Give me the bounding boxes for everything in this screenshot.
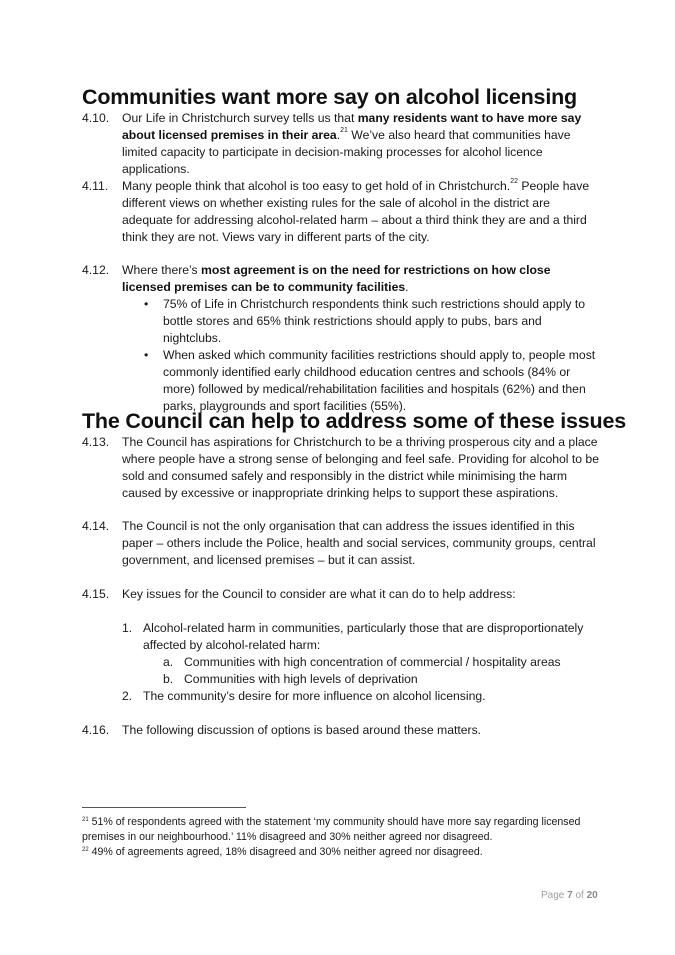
- list-item: 2. The community’s desire for more influence on alcohol licensing.: [122, 689, 486, 703]
- paragraph-4-12: 4.12. Where there’s most agreement is on the need for restrictions on how close licensed premises can be to community facilities. • 75% of Life in Christchurch respondents think such restrictions should apply to bottle stores and 65% think restrictions should apply to pubs, bars and nightclubs. • When asked which community facilities restrictions should apply to, people most commonly identified early childhood education centres and schools (84% or more) followed by medical/rehabilitation facilities and hospitals (62%) and then parks, playgrounds and sport facilities (55%).: [82, 262, 602, 415]
- footnote-ref-22[interactable]: 22: [510, 178, 518, 185]
- paragraph-number: 4.11.: [82, 179, 109, 193]
- footnote-21: $^{21}$ 51% of respondents agreed with the statement ‘my community should have more say regarding licensed premises in our neighbourhood.’ 11% disagreed and 30% neither agreed nor disagreed.: [82, 816, 581, 843]
- footnotes: [82, 815, 612, 860]
- bullet-item: • 75% of Life in Christchurch respondents think such restrictions should apply to bottle stores and 65% think restrictions should apply to pubs, bars and nightclubs.: [144, 297, 586, 345]
- paragraph-4-14: 4.14. The Council is not the only organisation that can address the issues identified in this paper – others include the Police, health and social services, community groups, central government, and licensed premises – but it can assist.: [82, 519, 596, 567]
- footnote-22: $^{22}$ 49% of agreements agreed, 18% disagreed and 30% neither agreed nor disagreed.: [82, 846, 483, 858]
- bullet-list: [122, 296, 602, 415]
- paragraph-4-16: 4.16. The following discussion of options is based around these matters.: [82, 723, 482, 737]
- list-item: 1. Alcohol-related harm in communities, particularly those that are disproportionately affected by alcohol-related harm:: [122, 621, 584, 652]
- paragraph-4-15: 4.15. Key issues for the Council to consider are what it can do to help address:: [82, 587, 516, 601]
- footnote-ref-21[interactable]: 21: [340, 127, 348, 134]
- page-number: Page 7 of 20: [541, 890, 598, 901]
- paragraph-number: 4.14.: [82, 519, 110, 533]
- section-heading-communities: Communities want more say on alcohol licensing: [82, 85, 577, 109]
- numbered-list: [122, 620, 602, 705]
- paragraph-number: 4.12.: [82, 263, 110, 277]
- paragraph-4-13: 4.13. The Council has aspirations for Christchurch to be a thriving prosperous city and a place where people have a strong sense of belonging and feel safe. Providing for alcohol to be sold and consumed safely and responsibly in the district while minimising the harm caused by excessive or inappropriate drinking helps to support these aspirations.: [82, 435, 599, 500]
- bold-emphasis: many residents want to have more say about licensed premises in their area: [122, 111, 582, 142]
- bold-emphasis: most agreement is on the need for restrictions on how close licensed premises can be to community facilities: [122, 263, 551, 294]
- paragraph-number: 4.10.: [82, 111, 110, 125]
- bullet-icon: •: [144, 297, 149, 311]
- paragraph-4-10: 4.10. Our Life in Christchurch survey tells us that many residents want to have more say about licensed premises in their area.$^{21}$ We’ve also heard that communities have limited capacity to participate in decision-making processes for alcohol licence applications.: [82, 111, 582, 176]
- bullet-item: • When asked which community facilities restrictions should apply to, people most commonly identified early childhood education centres and schools (84% or more) followed by medical/rehabilitation facilities and hospitals (62%) and then parks, playgrounds and sport facilities (55%).: [144, 348, 596, 413]
- bullet-icon: •: [144, 348, 149, 362]
- paragraph-number: 4.16.: [82, 723, 110, 737]
- footnote-divider: [82, 807, 246, 808]
- paragraph-number: 4.15.: [82, 587, 110, 601]
- sub-list-item: b. Communities with high levels of deprivation: [163, 672, 418, 686]
- section-heading-council: The Council can help to address some of these issues: [82, 409, 626, 433]
- paragraph-number: 4.13.: [82, 435, 110, 449]
- sub-list-item: a. Communities with high concentration of commercial / hospitality areas: [163, 655, 561, 669]
- paragraph-4-11: 4.11. Many people think that alcohol is too easy to get hold of in Christchurch.$^{22}$ People have different views on whether existing rules for the sale of alcohol in the district are adequate for addressing alcohol-related harm – about a third think they are and a third think they are not. Views vary in different parts of the city.: [82, 178, 590, 244]
